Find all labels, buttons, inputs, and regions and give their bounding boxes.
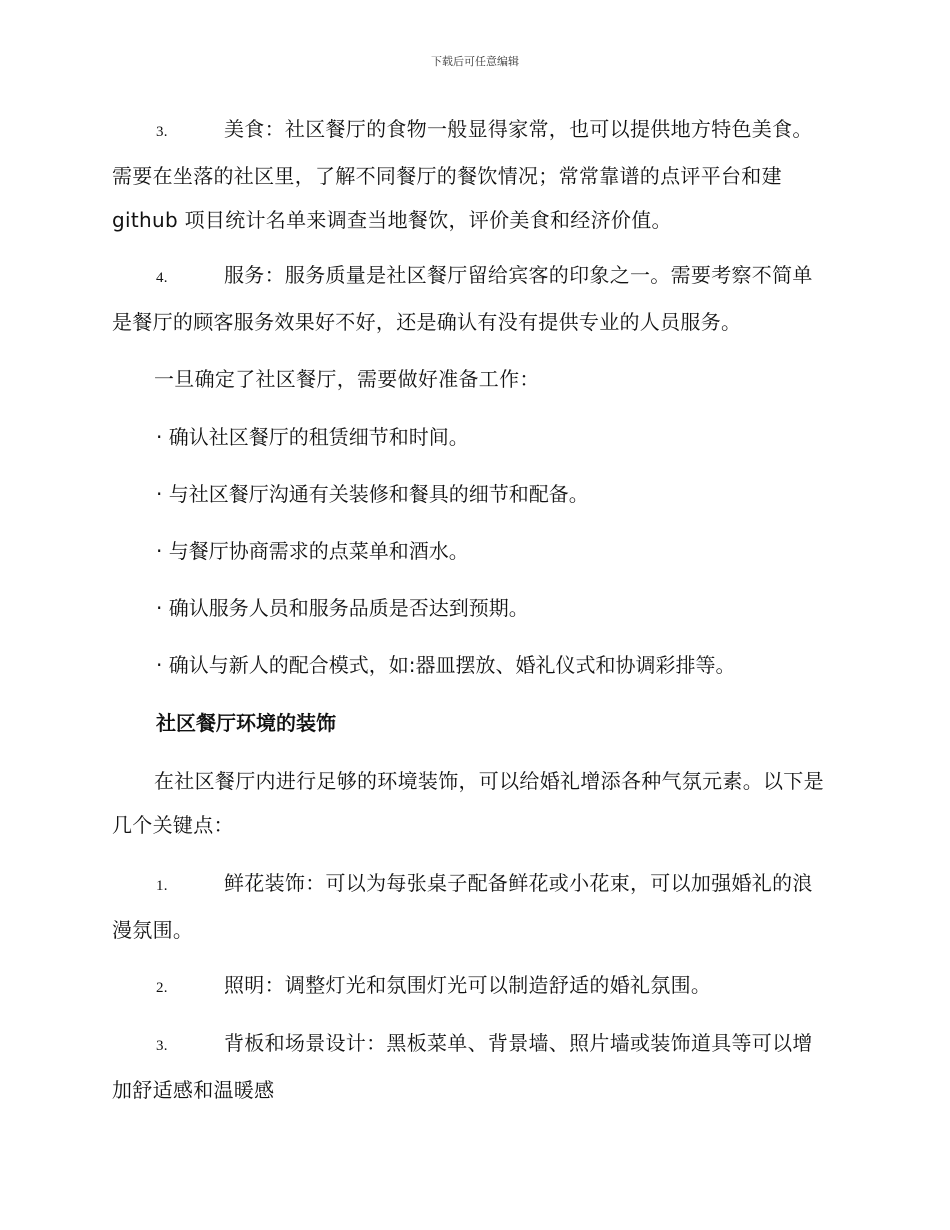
numbered-item-food: [112, 107, 832, 242]
item-text: 服务：服务质量是社区餐厅留给宾客的印象之一。需要考察不简单是餐厅的顾客服务效果好不好，还是确认有没有提供专业的人员服务。: [112, 263, 813, 334]
item-text: 鲜花装饰：可以为每张桌子配备鲜花或小花束，可以加强婚礼的浪漫氛围。: [112, 871, 813, 942]
bullet-item: · 确认社区餐厅的租赁细节和时间。: [156, 425, 469, 449]
bullet-item: · 与社区餐厅沟通有关装修和餐具的细节和配备。: [156, 482, 589, 506]
numbered-item-lighting: [112, 963, 832, 1010]
item-text: 背板和场景设计：黑板菜单、背景墙、照片墙或装饰道具等可以增加舒适感和温暖感: [112, 1031, 813, 1102]
item-text: 美食：社区餐厅的食物一般显得家常，也可以提供地方特色美食。需要在坐落的社区里，了解不同餐厅的餐饮情况；常常靠谱的点评平台和建 github 项目统计名单来调查当地餐饮，评价美食和经济价值。: [112, 117, 813, 232]
item-number: 4.: [156, 270, 168, 286]
numbered-item-service: [112, 253, 832, 344]
numbered-item-flowers: [112, 861, 832, 952]
bullet-item: · 与餐厅协商需求的点菜单和酒水。: [156, 539, 469, 563]
item-number: 3.: [156, 1038, 168, 1054]
item-number: 1.: [156, 878, 168, 894]
bullet-item: · 确认与新人的配合模式，如:器皿摆放、婚礼仪式和协调彩排等。: [156, 653, 736, 677]
numbered-item-backdrop: [112, 1021, 832, 1112]
prep-intro-paragraph: 一旦确定了社区餐厅，需要做好准备工作：: [154, 367, 540, 391]
section-intro-paragraph: 在社区餐厅内进行足够的环境装饰，可以给婚礼增添各种气氛元素。以下是几个关键点：: [112, 769, 824, 837]
item-number: 3.: [156, 124, 168, 140]
page-header: 下载后可任意编辑: [431, 55, 519, 68]
item-number: 2.: [156, 980, 168, 996]
bullet-item: · 确认服务人员和服务品质是否达到预期。: [156, 596, 529, 620]
item-text: 照明：调整灯光和氛围灯光可以制造舒适的婚礼氛围。: [224, 973, 712, 997]
section-heading: 社区餐厅环境的装饰: [156, 711, 336, 735]
